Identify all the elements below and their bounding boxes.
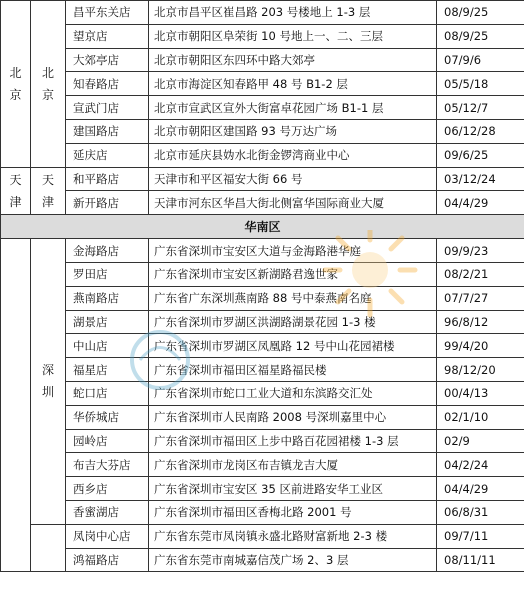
store-name: 建国路店 [66,119,149,143]
open-date: 05/12/7 [437,96,524,120]
table-row [1,358,524,382]
city-cell-char: 京 [41,87,54,102]
province-cell [1,1,31,168]
store-address: 广东省深圳市人民南路 2008 号深圳嘉里中心 [149,405,437,429]
table-row [1,239,524,263]
store-address: 天津市和平区福安大街 66 号 [149,167,437,191]
open-date: 06/12/28 [437,119,524,143]
table-row [1,453,524,477]
store-name: 西乡店 [66,477,149,501]
store-name: 湖景店 [66,310,149,334]
store-name: 知春路店 [66,72,149,96]
table-row [1,72,524,96]
province-cell-char: 津 [9,194,22,209]
city-cell [31,167,66,215]
table-row [1,310,524,334]
open-date: 02/1/10 [437,405,524,429]
province-cell-char: 北 [9,65,22,80]
open-date: 02/9 [437,429,524,453]
store-table-body [1,1,524,572]
open-date: 05/5/18 [437,72,524,96]
province-cell-char: 天 [9,172,22,187]
province-cell-char: 京 [9,87,22,102]
city-cell-char: 圳 [41,385,54,400]
store-name: 延庆店 [66,143,149,167]
store-name: 望京店 [66,24,149,48]
table-row [1,262,524,286]
open-date: 00/4/13 [437,381,524,405]
store-name: 香蜜湖店 [66,500,149,524]
table-row [1,1,524,25]
store-address: 北京市昌平区崔昌路 203 号楼地上 1-3 层 [149,1,437,25]
open-date: 03/12/24 [437,167,524,191]
store-address: 广东省深圳市福田区上步中路百花园裙楼 1-3 层 [149,429,437,453]
table-row [1,500,524,524]
table-row [1,24,524,48]
store-name: 园岭店 [66,429,149,453]
store-name: 罗田店 [66,262,149,286]
region-title: 华南区 [1,215,524,239]
city-cell-char: 深 [41,363,54,378]
store-name: 布吉大芬店 [66,453,149,477]
open-date: 08/9/25 [437,24,524,48]
open-date: 09/9/23 [437,239,524,263]
store-address: 北京市海淀区知春路甲 48 号 B1-2 层 [149,72,437,96]
table-row [1,191,524,215]
store-name: 蛇口店 [66,381,149,405]
store-address: 北京市延庆县妫水北街金锣湾商业中心 [149,143,437,167]
store-name: 华侨城店 [66,405,149,429]
store-name: 昌平东关店 [66,1,149,25]
city-cell-char: 津 [41,194,54,209]
store-name: 凤岗中心店 [66,524,149,548]
open-date: 98/12/20 [437,358,524,382]
store-name: 福星店 [66,358,149,382]
table-row [1,405,524,429]
table-row [1,477,524,501]
store-name: 金海路店 [66,239,149,263]
store-name: 大郊亭店 [66,48,149,72]
open-date: 08/9/25 [437,1,524,25]
store-address: 北京市宣武区宣外大街富卓花园广场 B1-1 层 [149,96,437,120]
city-cell [31,524,66,572]
open-date: 07/7/27 [437,286,524,310]
store-name: 新开路店 [66,191,149,215]
store-name: 燕南路店 [66,286,149,310]
city-cell-char: 北 [41,65,54,80]
store-address: 广东省深圳市罗湖区洪湖路湖景花园 1-3 楼 [149,310,437,334]
store-name: 鸿福路店 [66,548,149,572]
store-address: 广东省深圳市宝安区 35 区前进路安华工业区 [149,477,437,501]
store-address: 广东省深圳市蛇口工业大道和东滨路交汇处 [149,381,437,405]
table-row [1,119,524,143]
store-name: 和平路店 [66,167,149,191]
store-name: 宣武门店 [66,96,149,120]
store-address: 广东省东莞市南城嘉信茂广场 2、3 层 [149,548,437,572]
store-address: 北京市朝阳区阜荣街 10 号地上一、二、三层 [149,24,437,48]
store-address: 广东省深圳市福田区福星路福民楼 [149,358,437,382]
table-row [1,548,524,572]
open-date: 08/11/11 [437,548,524,572]
open-date: 04/4/29 [437,191,524,215]
table-row [1,143,524,167]
store-address: 广东省东莞市凤岗镇永盛北路财富新地 2-3 楼 [149,524,437,548]
region-header-row [1,215,524,239]
city-cell [31,1,66,168]
table-row [1,167,524,191]
open-date: 04/4/29 [437,477,524,501]
table-row [1,334,524,358]
open-date: 06/8/31 [437,500,524,524]
store-address: 广东省广东深圳燕南路 88 号中泰燕南名庭 [149,286,437,310]
province-cell [1,167,31,215]
store-address: 广东省深圳市宝安区新湖路君逸世家 [149,262,437,286]
store-address: 北京市朝阳区东四环中路大郊亭 [149,48,437,72]
table-row [1,96,524,120]
store-address: 天津市河东区华昌大街北侧富华国际商业大厦 [149,191,437,215]
city-cell-char: 天 [41,172,54,187]
store-address: 广东省深圳市罗湖区凤凰路 12 号中山花园裙楼 [149,334,437,358]
table-row [1,48,524,72]
province-cell [1,239,31,572]
store-name: 中山店 [66,334,149,358]
table-row [1,286,524,310]
table-row [1,429,524,453]
open-date: 04/2/24 [437,453,524,477]
open-date: 08/2/21 [437,262,524,286]
open-date: 99/4/20 [437,334,524,358]
store-address: 广东省深圳市宝安区大道与金海路港华庭 [149,239,437,263]
table-row [1,524,524,548]
store-address: 广东省深圳市福田区香梅北路 2001 号 [149,500,437,524]
city-cell [31,239,66,525]
table-row [1,381,524,405]
open-date: 96/8/12 [437,310,524,334]
store-address: 北京市朝阳区建国路 93 号万达广场 [149,119,437,143]
open-date: 09/7/11 [437,524,524,548]
store-address: 广东省深圳市龙岗区布吉镇龙吉大厦 [149,453,437,477]
open-date: 09/6/25 [437,143,524,167]
open-date: 07/9/6 [437,48,524,72]
